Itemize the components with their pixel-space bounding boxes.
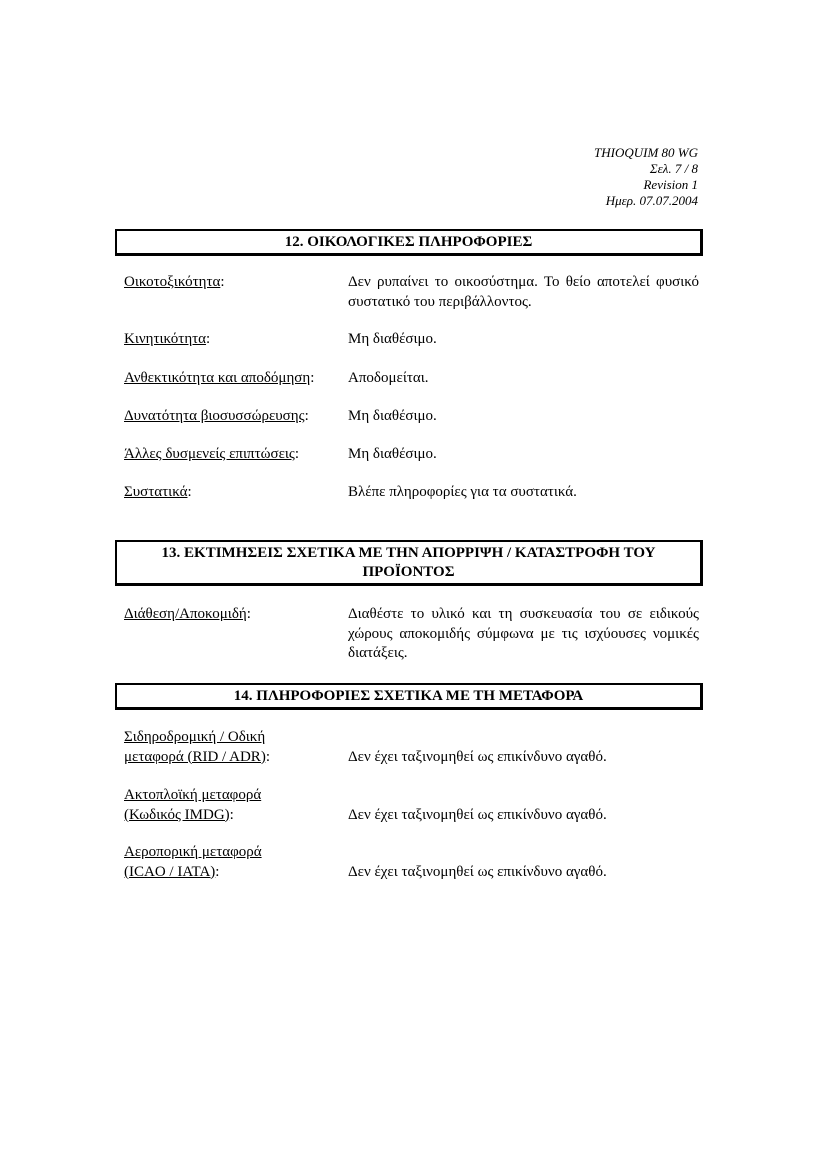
air-value: Δεν έχει ταξινομηθεί ως επικίνδυνο αγαθό. bbox=[348, 863, 607, 880]
ecotoxicity-value: Δεν ρυπαίνει το οικοσύστημα. Το θείο αποτελεί φυσικό συστατικό του περιβάλλοντος. bbox=[348, 274, 699, 310]
rail-road-label-line2: μεταφορά (RID / ADR) bbox=[124, 748, 266, 765]
components-value: Βλέπε πληροφορίες για τα συστατικά. bbox=[348, 484, 577, 500]
field-label: Σιδηροδρομική / Οδική μεταφορά (RID / ADR): bbox=[124, 729, 270, 765]
field-label: Ανθεκτικότητα και αποδόμηση: bbox=[124, 370, 315, 386]
section-13-title-line1: 13. ΕΚΤΙΜΗΣΕΙΣ ΣΧΕΤΙΚΑ ΜΕ ΤΗΝ ΑΠΟΡΡΙΨΗ / ΚΑΤΑΣΤΡΟΦΗ ΤΟΥ bbox=[161, 545, 656, 561]
revision: Revision 1 bbox=[643, 177, 698, 192]
degradability-label: Ανθεκτικότητα και αποδόμηση bbox=[124, 370, 311, 386]
sea-value: Δεν έχει ταξινομηθεί ως επικίνδυνο αγαθό. bbox=[348, 806, 607, 823]
components-label: Συστατικά bbox=[124, 484, 188, 500]
field-label: Δυνατότητα βιοσυσσώρευσης: bbox=[124, 408, 309, 424]
page-number: Σελ. 7 / 8 bbox=[649, 161, 698, 176]
degradability-value: Αποδομείται. bbox=[348, 370, 429, 386]
ecotoxicity-label: Οικοτοξικότητα bbox=[124, 274, 221, 290]
field-label: Ακτοπλοϊκή μεταφορά (Κωδικός IMDG): bbox=[124, 787, 262, 823]
product-name: THIOQUIM 80 WG bbox=[594, 145, 698, 160]
mobility-value: Μη διαθέσιμο. bbox=[348, 331, 437, 347]
air-label-line1: Αεροπορική μεταφορά bbox=[124, 844, 262, 860]
sea-label-line2: (Κωδικός IMDG) bbox=[124, 806, 230, 823]
field-label: Άλλες δυσμενείς επιπτώσεις: bbox=[124, 446, 300, 462]
disposal-label: Διάθεση/Αποκομιδή bbox=[124, 606, 247, 622]
field-label: Οικοτοξικότητα: bbox=[124, 274, 225, 290]
section-14-title-text: 14. ΠΛΗΡΟΦΟΡΙΕΣ ΣΧΕΤΙΚΑ ΜΕ ΤΗ ΜΕΤΑΦΟΡΑ bbox=[233, 688, 584, 704]
revision-date: Ημερ. 07.07.2004 bbox=[605, 193, 698, 208]
sea-label-line1: Ακτοπλοϊκή μεταφορά bbox=[124, 787, 262, 803]
other-effects-label: Άλλες δυσμενείς επιπτώσεις bbox=[124, 446, 295, 462]
document-header bbox=[594, 145, 698, 209]
field-label: Κινητικότητα: bbox=[124, 331, 211, 347]
air-label-line2: (ICAO / IATA) bbox=[124, 863, 216, 880]
section-13-title-line2: ΠΡΟΪΟΝΤΟΣ bbox=[362, 564, 455, 580]
other-effects-value: Μη διαθέσιμο. bbox=[348, 446, 437, 462]
section-12-title bbox=[115, 229, 703, 256]
mobility-label: Κινητικότητα bbox=[124, 331, 207, 347]
section-12-title-text: 12. ΟΙΚΟΛΟΓΙΚΕΣ ΠΛΗΡΟΦΟΡΙΕΣ bbox=[284, 234, 533, 250]
field-label: Αεροπορική μεταφορά (ICAO / IATA): bbox=[124, 844, 262, 880]
rail-road-label-line1: Σιδηροδρομική / Οδική bbox=[124, 729, 266, 745]
bioaccumulation-label: Δυνατότητα βιοσυσσώρευσης bbox=[124, 408, 305, 424]
section-14-title bbox=[115, 683, 703, 710]
section-13-title bbox=[115, 540, 703, 586]
field-label: Συστατικά: bbox=[124, 484, 192, 500]
bioaccumulation-value: Μη διαθέσιμο. bbox=[348, 408, 437, 424]
rail-road-value: Δεν έχει ταξινομηθεί ως επικίνδυνο αγαθό. bbox=[348, 748, 607, 765]
field-label: Διάθεση/Αποκομιδή: bbox=[124, 606, 251, 622]
disposal-value: Διαθέστε το υλικό και τη συσκευασία του σε ειδικούς χώρους αποκομιδής σύμφωνα με τις ισχύουσες νομικές διατάξεις. bbox=[348, 606, 699, 661]
